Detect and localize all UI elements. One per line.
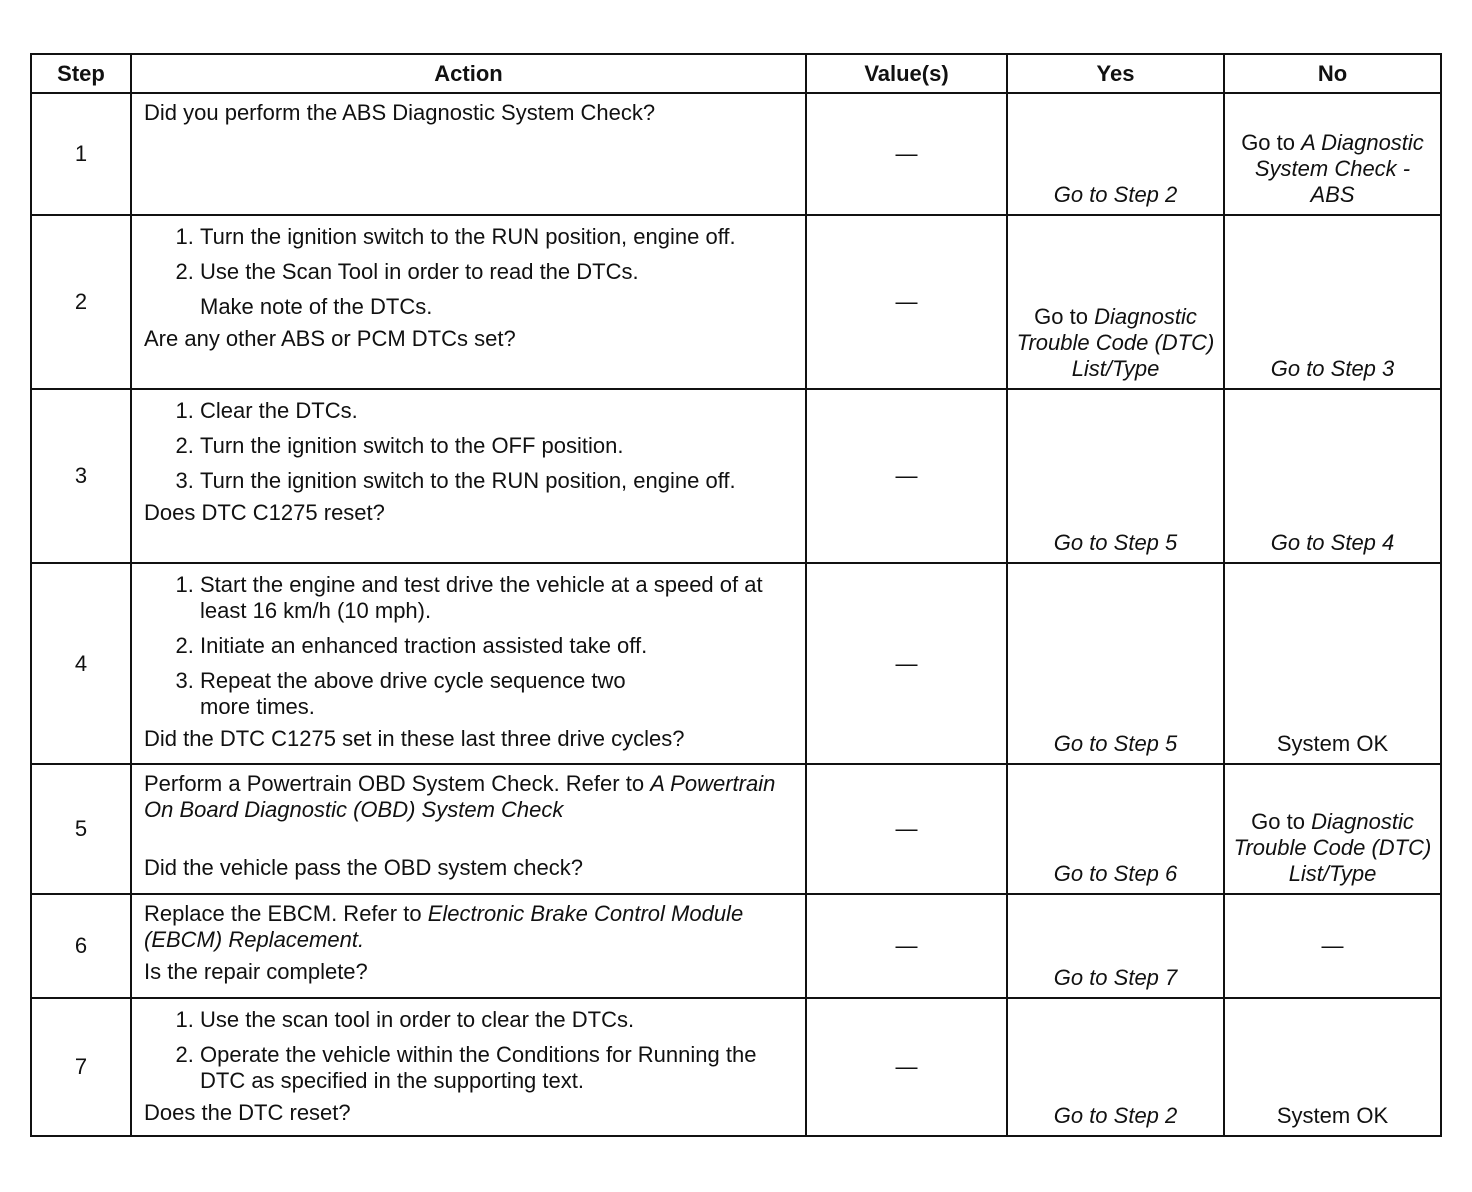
yes-cell: Go to Step 6: [1007, 764, 1224, 894]
yes-cell: Go to Step 2: [1007, 93, 1224, 215]
table-row: [31, 894, 1441, 998]
yes-cell: [1007, 215, 1224, 389]
header-step: Step: [31, 54, 131, 93]
list-item: [200, 259, 795, 320]
no-cell: Go to Step 3: [1224, 215, 1441, 389]
table-row: [31, 998, 1441, 1136]
no-cell: [1224, 764, 1441, 894]
list-item: 2. Turn the ignition switch to the OFF position.: [200, 433, 795, 459]
list-item: 2. Operate the vehicle within the Conditions for Running the DTC as specified in the supporting text.: [200, 1042, 795, 1094]
yes-cell: Go to Step 2: [1007, 998, 1224, 1136]
action-cell: [131, 215, 806, 389]
list-item: 1. Clear the DTCs.: [200, 398, 795, 424]
yes-prefix: Go to: [1034, 304, 1088, 329]
value-cell: —: [806, 998, 1007, 1136]
list-item: 2. Initiate an enhanced traction assisted take off.: [200, 633, 795, 659]
action-list: [144, 572, 795, 720]
list-item: 1. Use the scan tool in order to clear the DTCs.: [200, 1007, 795, 1033]
table-row: [31, 215, 1441, 389]
no-cell: [1224, 93, 1441, 215]
no-prefix: Go to: [1251, 809, 1305, 834]
header-no: No: [1224, 54, 1441, 93]
header-row: [31, 54, 1441, 93]
no-cell: Go to Step 4: [1224, 389, 1441, 563]
no-prefix: Go to: [1241, 130, 1295, 155]
action-intro: [144, 771, 795, 823]
action-question: Is the repair complete?: [144, 959, 368, 984]
action-cell: [131, 894, 806, 998]
value-cell: —: [806, 93, 1007, 215]
action-cell: [131, 764, 806, 894]
step-number: 6: [31, 894, 131, 998]
yes-cell: Go to Step 5: [1007, 563, 1224, 764]
no-cell: —: [1224, 894, 1441, 998]
header-yes: Yes: [1007, 54, 1224, 93]
table-row: [31, 389, 1441, 563]
list-item-text: Use the Scan Tool in order to read the DTCs.: [200, 259, 639, 284]
no-cell: System OK: [1224, 998, 1441, 1136]
value-cell: —: [806, 389, 1007, 563]
list-item: 3. Turn the ignition switch to the RUN position, engine off.: [200, 468, 795, 494]
step-number: 1: [31, 93, 131, 215]
action-question: Did the DTC C1275 set in these last three drive cycles?: [144, 726, 685, 751]
step-number: 5: [31, 764, 131, 894]
action-question: Does the DTC reset?: [144, 1100, 351, 1125]
step-number: 3: [31, 389, 131, 563]
list-item: 1. Start the engine and test drive the vehicle at a speed of at least 16 km/h (10 mph).: [200, 572, 795, 624]
action-intro: [144, 901, 795, 953]
action-cell: [131, 563, 806, 764]
table-row: [31, 563, 1441, 764]
no-cell: System OK: [1224, 563, 1441, 764]
table-row: [31, 93, 1441, 215]
action-question: Does DTC C1275 reset?: [144, 500, 385, 525]
no-reference: A Diagnostic System Check - ABS: [1254, 130, 1424, 207]
action-list: [144, 1007, 795, 1094]
value-cell: —: [806, 764, 1007, 894]
action-question: Did the vehicle pass the OBD system check?: [144, 855, 583, 880]
intro-reference: Electronic Brake Control Module (EBCM) Replacement.: [144, 901, 744, 952]
step-number: 4: [31, 563, 131, 764]
value-cell: —: [806, 215, 1007, 389]
no-reference: Diagnostic Trouble Code (DTC) List/Type: [1233, 809, 1432, 886]
header-action: Action: [131, 54, 806, 93]
intro-text: Perform a Powertrain OBD System Check. Refer to: [144, 771, 645, 796]
intro-text: Replace the EBCM. Refer to: [144, 901, 422, 926]
value-cell: —: [806, 563, 1007, 764]
yes-cell: Go to Step 7: [1007, 894, 1224, 998]
action-cell: [131, 93, 806, 215]
step-number: 2: [31, 215, 131, 389]
header-values: Value(s): [806, 54, 1007, 93]
action-question: Are any other ABS or PCM DTCs set?: [144, 326, 516, 351]
action-cell: [131, 998, 806, 1136]
list-item: 3. Repeat the above drive cycle sequence two more times.: [200, 668, 795, 720]
action-question: Did you perform the ABS Diagnostic System Check?: [144, 100, 656, 125]
table-row: [31, 764, 1441, 894]
action-list: [144, 224, 795, 320]
action-list: [144, 398, 795, 494]
action-note: Make note of the DTCs.: [200, 294, 433, 319]
action-cell: [131, 389, 806, 563]
step-number: 7: [31, 998, 131, 1136]
yes-reference: Diagnostic Trouble Code (DTC) List/Type: [1016, 304, 1215, 381]
value-cell: —: [806, 894, 1007, 998]
intro-reference: A Powertrain On Board Diagnostic (OBD) System Check: [144, 771, 776, 822]
diagnostic-table: [30, 53, 1442, 1137]
yes-cell: Go to Step 5: [1007, 389, 1224, 563]
list-item: 1. Turn the ignition switch to the RUN position, engine off.: [200, 224, 795, 250]
